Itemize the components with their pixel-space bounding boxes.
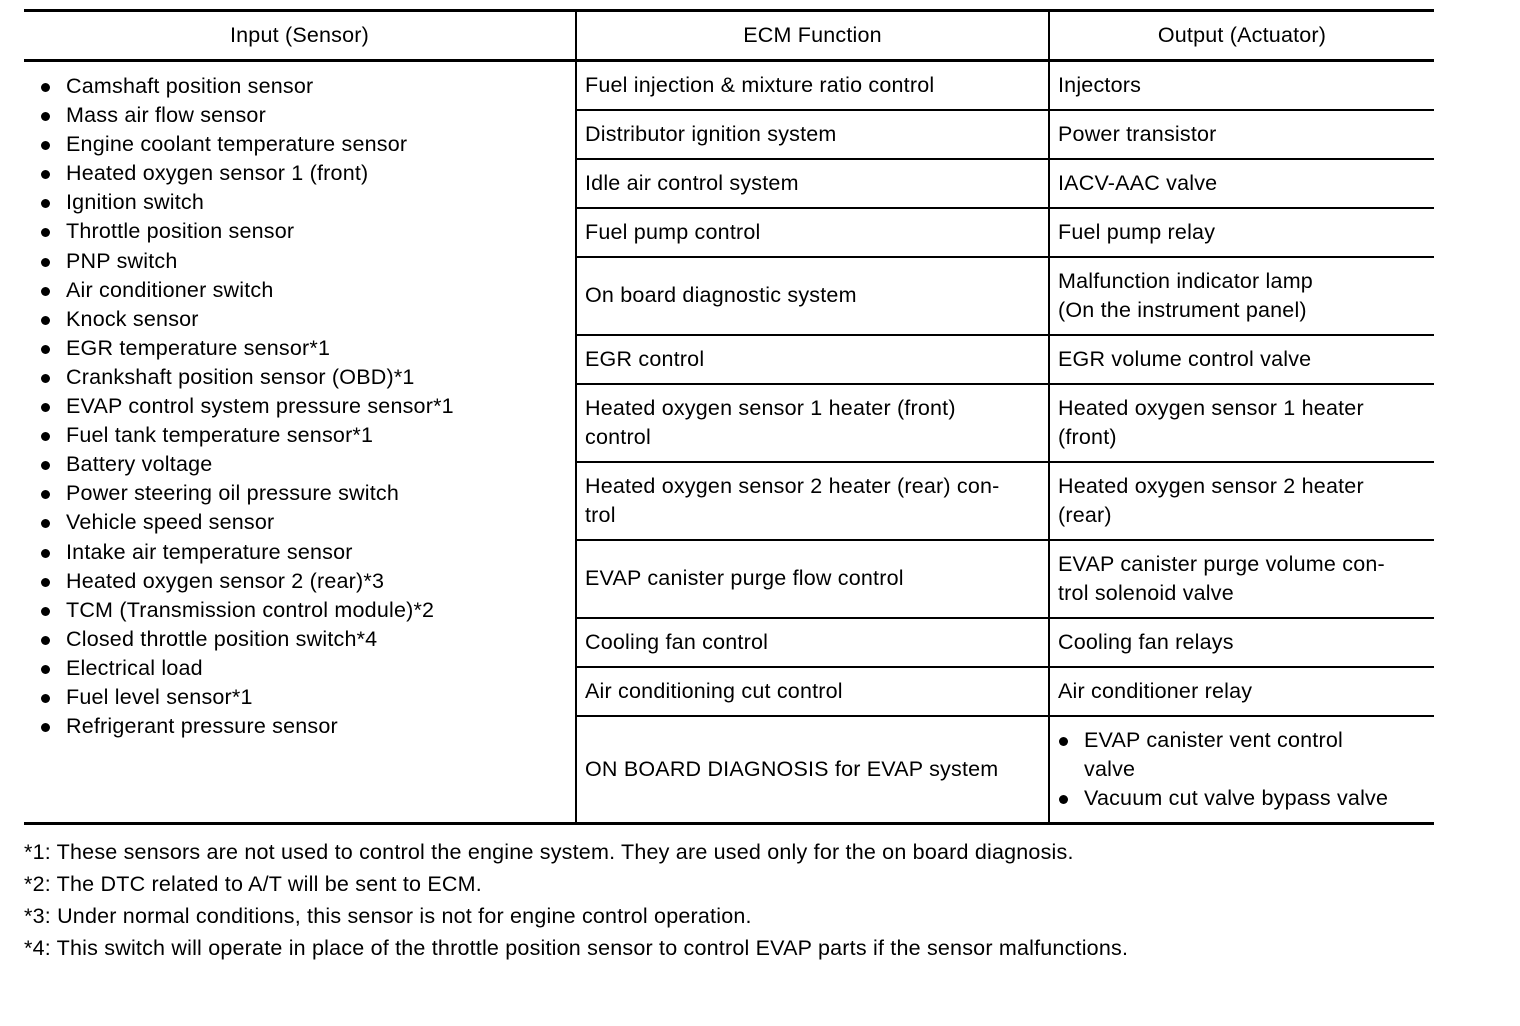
ecm-function-cell: Air conditioning cut control bbox=[576, 667, 1049, 716]
list-item: Ignition switch bbox=[40, 188, 575, 217]
ecm-function-cell: Distributor ignition system bbox=[576, 110, 1049, 159]
bullet-icon bbox=[41, 112, 50, 121]
list-item: EVAP canister vent control valve bbox=[1058, 726, 1426, 784]
list-item: Intake air temperature sensor bbox=[40, 538, 575, 567]
bullet-icon bbox=[41, 287, 50, 296]
list-item: PNP switch bbox=[40, 247, 575, 276]
table-header-row bbox=[24, 11, 1434, 61]
list-item: Power steering oil pressure switch bbox=[40, 479, 575, 508]
output-actuator-cell: Fuel pump relay bbox=[1049, 208, 1434, 257]
list-item: Fuel tank temperature sensor*1 bbox=[40, 421, 575, 450]
list-item: Camshaft position sensor bbox=[40, 72, 575, 101]
bullet-icon bbox=[41, 316, 50, 325]
output-actuator-cell: Power transistor bbox=[1049, 110, 1434, 159]
bullet-icon bbox=[41, 170, 50, 179]
list-item: Closed throttle position switch*4 bbox=[40, 625, 575, 654]
output-actuator-cell: EGR volume control valve bbox=[1049, 335, 1434, 384]
list-item: Crankshaft position sensor (OBD)*1 bbox=[40, 363, 575, 392]
bullet-icon bbox=[1059, 795, 1068, 804]
ecm-function-cell: Idle air control system bbox=[576, 159, 1049, 208]
bullet-icon bbox=[41, 199, 50, 208]
ecm-function-cell: On board diagnostic system bbox=[576, 257, 1049, 335]
ecm-io-table bbox=[24, 9, 1434, 825]
list-item: Air conditioner switch bbox=[40, 276, 575, 305]
list-item: Fuel level sensor*1 bbox=[40, 683, 575, 712]
output-actuator-cell: Air conditioner relay bbox=[1049, 667, 1434, 716]
header-output: Output (Actuator) bbox=[1049, 11, 1434, 61]
ecm-function-cell: EVAP canister purge flow control bbox=[576, 540, 1049, 618]
list-item: EVAP control system pressure sensor*1 bbox=[40, 392, 575, 421]
output-bullet-list bbox=[1058, 726, 1426, 813]
output-actuator-cell: IACV-AAC valve bbox=[1049, 159, 1434, 208]
output-actuator-cell bbox=[1049, 716, 1434, 824]
bullet-icon bbox=[41, 432, 50, 441]
bullet-icon bbox=[41, 345, 50, 354]
bullet-icon bbox=[41, 258, 50, 267]
bullet-icon bbox=[41, 461, 50, 470]
list-item: TCM (Transmission control module)*2 bbox=[40, 596, 575, 625]
bullet-icon bbox=[41, 228, 50, 237]
output-actuator-cell: EVAP canister purge volume con- trol solenoid valve bbox=[1049, 540, 1434, 618]
list-item: Knock sensor bbox=[40, 305, 575, 334]
output-actuator-cell: Heated oxygen sensor 2 heater (rear) bbox=[1049, 462, 1434, 540]
list-item: Vacuum cut valve bypass valve bbox=[1058, 784, 1426, 813]
output-actuator-cell: Injectors bbox=[1049, 61, 1434, 110]
list-item: Refrigerant pressure sensor bbox=[40, 712, 575, 741]
bullet-icon bbox=[41, 403, 50, 412]
bullet-icon bbox=[41, 636, 50, 645]
bullet-icon bbox=[41, 83, 50, 92]
bullet-icon bbox=[41, 490, 50, 499]
footnote-2: *2: The DTC related to A/T will be sent to ECM. bbox=[24, 872, 482, 896]
ecm-function-cell: Fuel pump control bbox=[576, 208, 1049, 257]
ecm-function-cell: EGR control bbox=[576, 335, 1049, 384]
bullet-icon bbox=[41, 519, 50, 528]
bullet-icon bbox=[41, 665, 50, 674]
footnote-1: *1: These sensors are not used to control the engine system. They are used only for the on board diagnosis. bbox=[24, 840, 1074, 864]
list-item: Battery voltage bbox=[40, 450, 575, 479]
header-input: Input (Sensor) bbox=[24, 11, 576, 61]
table-row bbox=[24, 61, 1434, 110]
bullet-icon bbox=[41, 694, 50, 703]
bullet-icon bbox=[41, 607, 50, 616]
footnote-3: *3: Under normal conditions, this sensor is not for engine control operation. bbox=[24, 904, 752, 928]
output-actuator-cell: Malfunction indicator lamp (On the instrument panel) bbox=[1049, 257, 1434, 335]
input-sensor-cell bbox=[24, 61, 576, 824]
ecm-function-cell: ON BOARD DIAGNOSIS for EVAP system bbox=[576, 716, 1049, 824]
ecm-function-cell: Cooling fan control bbox=[576, 618, 1049, 667]
bullet-icon bbox=[41, 141, 50, 150]
list-item: Heated oxygen sensor 2 (rear)*3 bbox=[40, 567, 575, 596]
list-item: Mass air flow sensor bbox=[40, 101, 575, 130]
list-item: Engine coolant temperature sensor bbox=[40, 130, 575, 159]
footnotes bbox=[24, 836, 1454, 964]
footnote-4: *4: This switch will operate in place of the throttle position sensor to control EVAP parts if the sensor malfunctions. bbox=[24, 936, 1129, 960]
output-actuator-cell: Heated oxygen sensor 1 heater (front) bbox=[1049, 384, 1434, 462]
bullet-icon bbox=[41, 549, 50, 558]
list-item: EGR temperature sensor*1 bbox=[40, 334, 575, 363]
list-item: Throttle position sensor bbox=[40, 217, 575, 246]
list-item: Vehicle speed sensor bbox=[40, 508, 575, 537]
bullet-icon bbox=[1059, 737, 1068, 746]
bullet-icon bbox=[41, 578, 50, 587]
output-actuator-cell: Cooling fan relays bbox=[1049, 618, 1434, 667]
bullet-icon bbox=[41, 723, 50, 732]
input-sensor-list bbox=[40, 72, 575, 741]
header-function: ECM Function bbox=[576, 11, 1049, 61]
bullet-icon bbox=[41, 374, 50, 383]
ecm-io-table-container bbox=[24, 9, 1434, 825]
list-item: Electrical load bbox=[40, 654, 575, 683]
ecm-function-cell: Fuel injection & mixture ratio control bbox=[576, 61, 1049, 110]
ecm-function-cell: Heated oxygen sensor 2 heater (rear) con- trol bbox=[576, 462, 1049, 540]
ecm-function-cell: Heated oxygen sensor 1 heater (front) control bbox=[576, 384, 1049, 462]
list-item: Heated oxygen sensor 1 (front) bbox=[40, 159, 575, 188]
